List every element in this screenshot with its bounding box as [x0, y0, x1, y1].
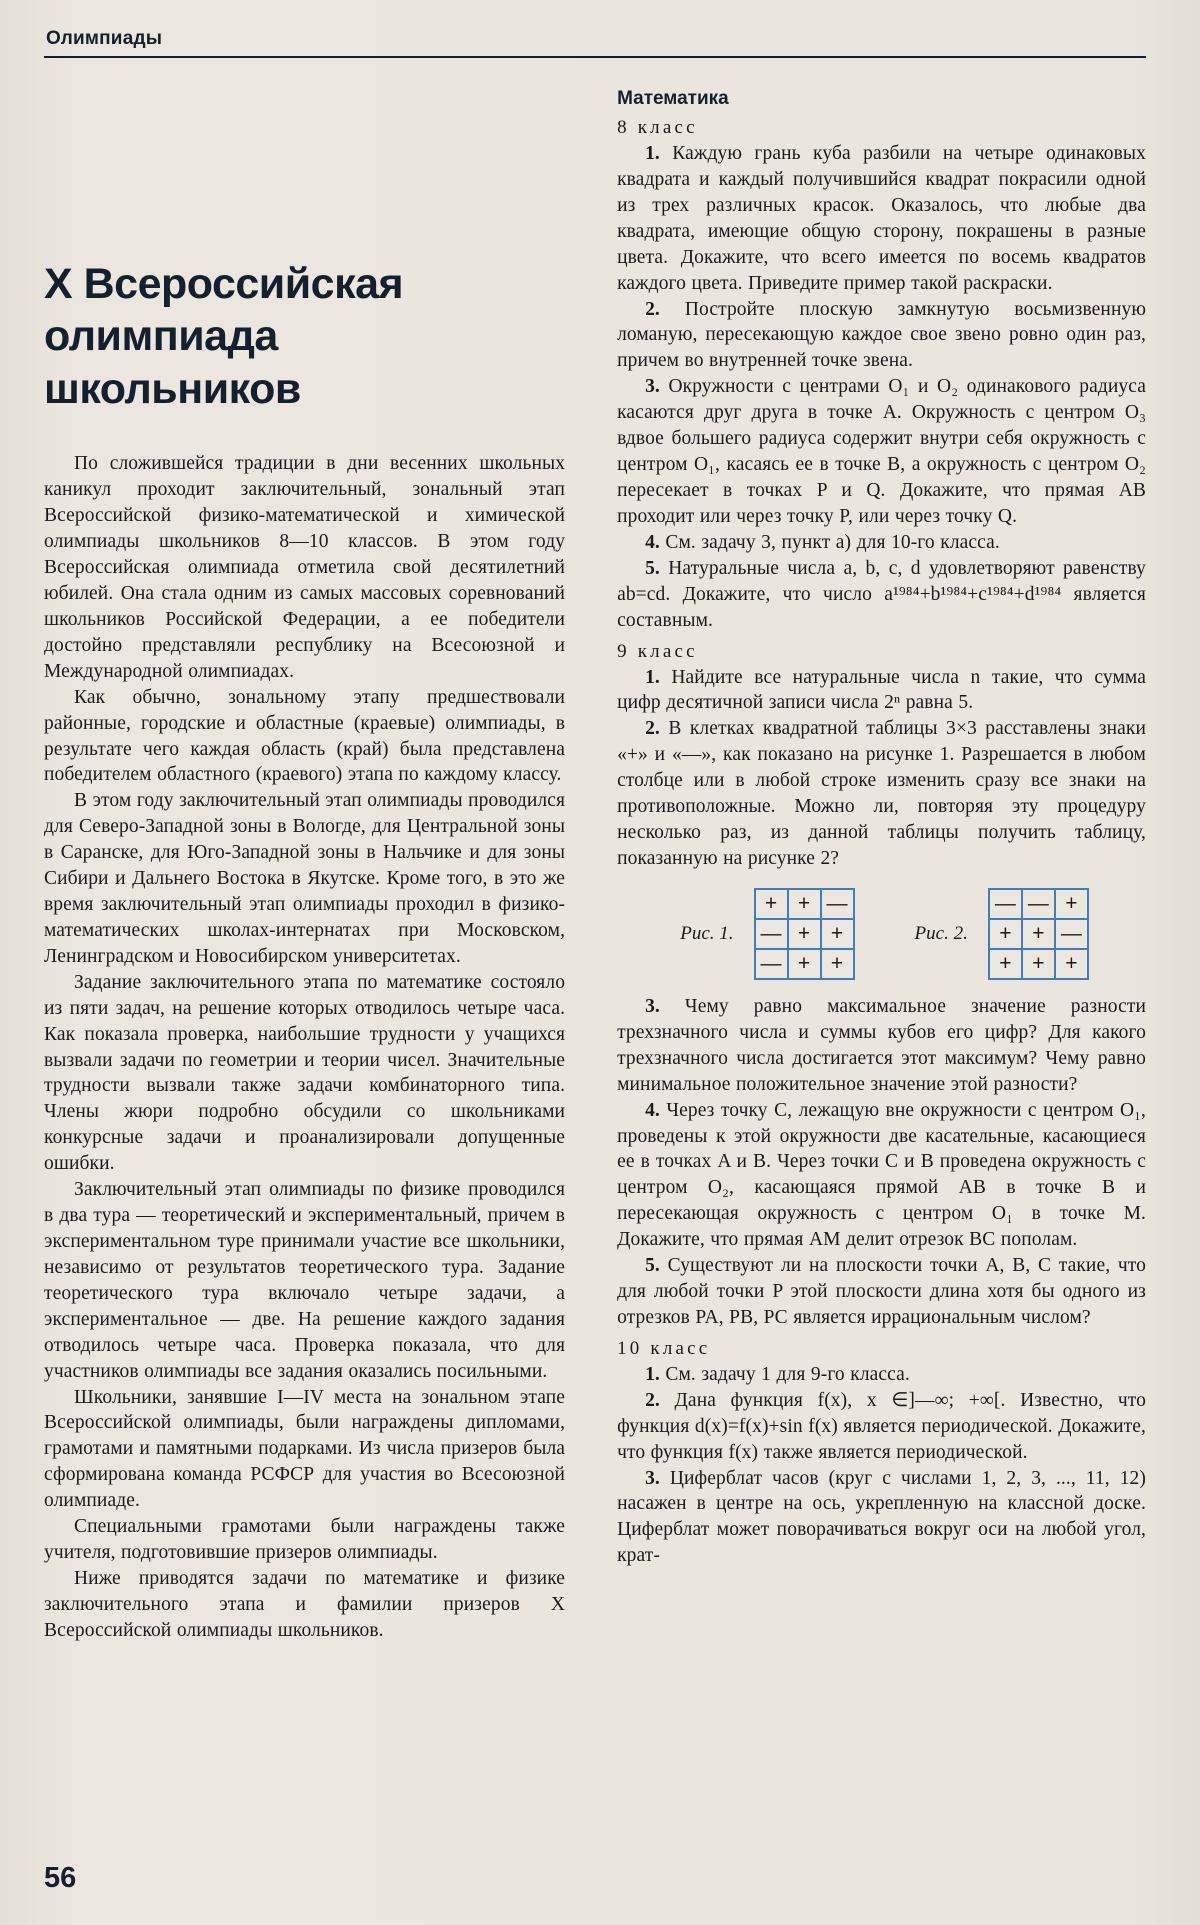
problem-text: См. задачу 1 для 9-го класса.	[665, 1363, 910, 1385]
problem-text: Натуральные числа a, b, c, d удовлетворяют равенству ab=cd. Докажите, что число a¹⁹⁸⁴+b¹⁹⁸⁴+c¹⁹⁸⁴+d¹⁹⁸⁴ является составным.	[617, 557, 1147, 631]
grid-cell: +	[822, 920, 853, 948]
problem-text: Постройте плоскую замкнутую восьмизвенную ломаную, пересекающую каждое свое звено ровно один раз, причем во внутренней точке звена.	[617, 298, 1146, 372]
title-line-3: школьников	[44, 364, 301, 413]
figure-1-grid	[754, 888, 855, 980]
page-header	[44, 28, 1146, 72]
problem-text: См. задачу 3, пункт а) для 10-го класса.	[665, 531, 1000, 553]
problem-item: 4. Через точку C, лежащую вне окружности с центром O₁, проведены к этой окружности две касательные, касающиеся ее в точках A и B. Через точки C и B проведена окружность с центром O₂, касающаяся прямой AB в точке B и пересекающая окружность с центром O₁ в точке M. Докажите, что прямая AM делит отрезок BC пополам.	[617, 1099, 1146, 1251]
grid-cell: +	[990, 920, 1021, 948]
grid-cell: +	[822, 950, 853, 978]
problem-item: 3. Циферблат часов (круг с числами 1, 2, 3, ..., 11, 12) насажен в центре на ось, укрепленную на классной доске. Циферблат может поворачиваться вокруг оси на любой угол, крат-	[617, 1467, 1146, 1567]
problem-text: Дана функция f(x), x ∈]—∞; +∞[. Известно, что функция d(x)=f(x)+sin f(x) является периодической. Докажите, что функция f(x) также является периодической.	[617, 1389, 1146, 1463]
right-column	[595, 88, 1146, 1848]
grid-cell: +	[789, 950, 820, 978]
article-paragraph: По сложившейся традиции в дни весенних школьных каникул проходит заключительный, зональный этап Всероссийской физико-математической и химической олимпиады школьников 8—10 классов. В этом году Всероссийская олимпиада отметила свой десятилетний юбилей. Она стала одним из самых массовых соревнований школьников Российской Федерации, а ее победители достойно представляли республику на Всесоюзной и Международной олимпиадах.	[44, 453, 566, 682]
article-paragraph: Школьники, занявшие I—IV места на зональном этапе Всероссийской олимпиады, были награждены дипломами, грамотами и памятными подарками. Из числа призеров была сформирована команда РСФСР для участия во Всесоюзной олимпиаде.	[44, 1386, 566, 1512]
problem-text: Найдите все натуральные числа n такие, что сумма цифр десятичной записи числа 2ⁿ равна 5.	[617, 666, 1146, 714]
article-paragraph: Заключительный этап олимпиады по физике проводился в два тура — теоретический и экспериментальный, причем в экспериментальном туре принимали участие все школьники, независимо от результатов теоретического тура. Задание теоретического тура включало четыре задачи, а экспериментальное — две. На решение каждого задания отводилось четыре часа. Проверка показала, что для участников олимпиады все задания оказались посильными.	[44, 1179, 566, 1382]
header-rule	[44, 56, 1146, 58]
grid-cell: —	[990, 890, 1021, 918]
grid-cell: +	[1056, 890, 1087, 918]
figure-2-caption: Рис. 2.	[914, 922, 968, 944]
title-line-2: олимпиада	[44, 312, 278, 361]
article-paragraph: Ниже приводятся задачи по математике и физике заключительного этапа и фамилии призеров X Всероссийской олимпиады школьников.	[44, 1568, 566, 1641]
problem-item: 5. Натуральные числа a, b, c, d удовлетворяют равенству ab=cd. Докажите, что число a¹⁹⁸⁴+b¹⁹⁸⁴+c¹⁹⁸⁴+d¹⁹⁸⁴ является составным.	[617, 557, 1147, 631]
problem-text: Чему равно максимальное значение разности трехзначного числа и суммы кубов его цифр? Для какого трехзначного числа достигается этот максимум? Чему равно минимальное положительное значение этой разности?	[617, 995, 1146, 1095]
grid-cell: +	[1023, 950, 1054, 978]
grid-cell: +	[1056, 950, 1087, 978]
problem-text: Циферблат часов (круг с числами 1, 2, 3, ..., 11, 12) насажен в центре на ось, укрепленную на классной доске. Циферблат может поворачиваться вокруг оси на любой угол, крат-	[617, 1467, 1146, 1567]
grade-10-label: 10 класс	[617, 1337, 711, 1359]
math-heading: Математика	[617, 88, 729, 109]
grid-cell: —	[756, 920, 787, 948]
problem-item: 1. См. задачу 1 для 9-го класса.	[645, 1363, 910, 1385]
grid-cell: +	[789, 920, 820, 948]
problem-item: 3. Окружности с центрами O₁ и O₂ одинакового радиуса касаются друг друга в точке A. Окружность с центром O₃ вдвое большего радиуса содержит внутри себя окружность с центром O₁, касаясь ее в точке B, а окружность с центром O₂ пересекает в точках P и Q. Докажите, что прямая AB проходит или через точку P, или через точку Q.	[617, 376, 1146, 527]
problem-text: В клетках квадратной таблицы 3×3 расставлены знаки «+» и «—», как показано на рисунке 1. Разрешается в любом столбце или в любой строке изменить сразу все знаки на противоположные. Можно ли, повторяя эту процедуру несколько раз, из данной таблицы получить таблицу, показанную на рисунке 2?	[617, 718, 1146, 869]
grade-9-label: 9 класс	[617, 640, 698, 662]
problem-text: Через точку C, лежащую вне окружности с центром O₁, проведены к этой окружности две касательные, касающиеся ее в точках A и B. Через точки C и B проведена окружность с центром O₂, касающаяся прямой AB в точке B и пересекающая окружность с центром O₁ в точке M. Докажите, что прямая AM делит отрезок BC пополам.	[617, 1099, 1146, 1251]
problem-item: 2. В клетках квадратной таблицы 3×3 расставлены знаки «+» и «—», как показано на рисунке 1. Разрешается в любом столбце или в любой строке изменить сразу все знаки на противоположные. Можно ли, повторяя эту процедуру несколько раз, из данной таблицы получить таблицу, показанную на рисунке 2?	[617, 718, 1146, 869]
article-paragraph: Как обычно, зональному этапу предшествовали районные, городские и областные (краевые) олимпиады, в результате чего каждая область (край) была представлена победителем областного (краевого) этапа по каждому классу.	[44, 686, 566, 786]
title-line-1: X Всероссийская	[44, 260, 404, 308]
article-paragraph: Задание заключительного этапа по математике состояло из пяти задач, на решение которых отводилось четыре часа. Как показала проверка, наибольшие трудности у учащихся вызвали задачи по геометрии и теории чисел. Значительные трудности вызвали также задачи комбинаторного типа. Члены жюри подробно обсудили со школьниками конкурсные задачи и проанализировали допущенные ошибки.	[44, 971, 566, 1175]
article-paragraph: В этом году заключительный этап олимпиады проводился для Северо-Западной зоны в Вологде, для Центральной зоны в Саранске, для Юго-Западной зоны в Нальчике и для зоны Сибири и Дальнего Востока в Якутске. Кроме того, в это же время заключительный этап олимпиады проходил в физико-математических школах-интернатах при Московском, Ленинградском и Новосибирском университетах.	[44, 790, 566, 967]
grid-cell: —	[756, 950, 787, 978]
problem-item: 2. Постройте плоскую замкнутую восьмизвенную ломаную, пересекающую каждое свое звено ровно один раз, причем во внутренней точке звена.	[617, 298, 1146, 372]
problem-text: Окружности с центрами O₁ и O₂ одинакового радиуса касаются друг друга в точке A. Окружность с центром O₃ вдвое большего радиуса содержит внутри себя окружность с центром O₁, касаясь ее в точке B, а окружность с центром O₂ пересекает в точках P и Q. Докажите, что прямая AB проходит или через точку P, или через точку Q.	[617, 376, 1146, 527]
problem-item: 1. Найдите все натуральные числа n такие, что сумма цифр десятичной записи числа 2ⁿ равна 5.	[617, 666, 1146, 714]
article-paragraph: Специальными грамотами были награждены также учителя, подготовившие призеров олимпиады.	[44, 1516, 566, 1564]
problem-item: 2. Дана функция f(x), x ∈]—∞; +∞[. Известно, что функция d(x)=f(x)+sin f(x) является периодической. Докажите, что функция f(x) также является периодической.	[617, 1389, 1146, 1463]
grid-cell: —	[1056, 920, 1087, 948]
problem-item: 1. Каждую грань куба разбили на четыре одинаковых квадрата и каждый получившийся квадрат покрасили одной из трех различных красок. Оказалось, что любые два квадрата, имеющие общую сторону, покрашены в разные цвета. Докажите, что всего имеется по восемь квадратов каждого цвета. Приведите пример такой раскраски.	[617, 143, 1146, 294]
grid-cell: —	[1023, 890, 1054, 918]
problem-text: Существуют ли на плоскости точки A, B, C такие, что для любой точки P этой плоскости длина хотя бы одного из отрезков PA, PB, PC является иррациональным числом?	[617, 1255, 1146, 1328]
grid-cell: —	[822, 890, 853, 918]
grade-8-label: 8 класс	[617, 117, 698, 138]
left-column	[44, 88, 595, 1848]
problem-item: 5. Существуют ли на плоскости точки A, B, C такие, что для любой точки P этой плоскости длина хотя бы одного из отрезков PA, PB, PC является иррациональным числом?	[617, 1255, 1146, 1328]
two-column-layout	[44, 88, 1146, 1848]
grid-cell: +	[756, 890, 787, 918]
grid-cell: +	[789, 890, 820, 918]
problem-item: 4. См. задачу 3, пункт а) для 10-го класса.	[645, 531, 1000, 553]
grid-cell: +	[990, 950, 1021, 978]
figure-2-grid	[988, 888, 1089, 980]
problem-item: 3. Чему равно максимальное значение разности трехзначного числа и суммы кубов его цифр? Для какого трехзначного числа достигается этот максимум? Чему равно минимальное положительное значение этой разности?	[617, 995, 1146, 1095]
grid-cell: +	[1023, 920, 1054, 948]
article-title	[44, 258, 565, 415]
figures-row	[617, 888, 1146, 980]
page-number: 56	[44, 1862, 77, 1894]
figure-1-caption: Рис. 1.	[680, 922, 734, 944]
section-title: Олимпиады	[46, 28, 163, 49]
problem-text: Каждую грань куба разбили на четыре одинаковых квадрата и каждый получившийся квадрат покрасили одной из трех различных красок. Оказалось, что любые два квадрата, имеющие общую сторону, покрашены в разные цвета. Докажите, что всего имеется по восемь квадратов каждого цвета. Приведите пример такой раскраски.	[617, 143, 1146, 294]
